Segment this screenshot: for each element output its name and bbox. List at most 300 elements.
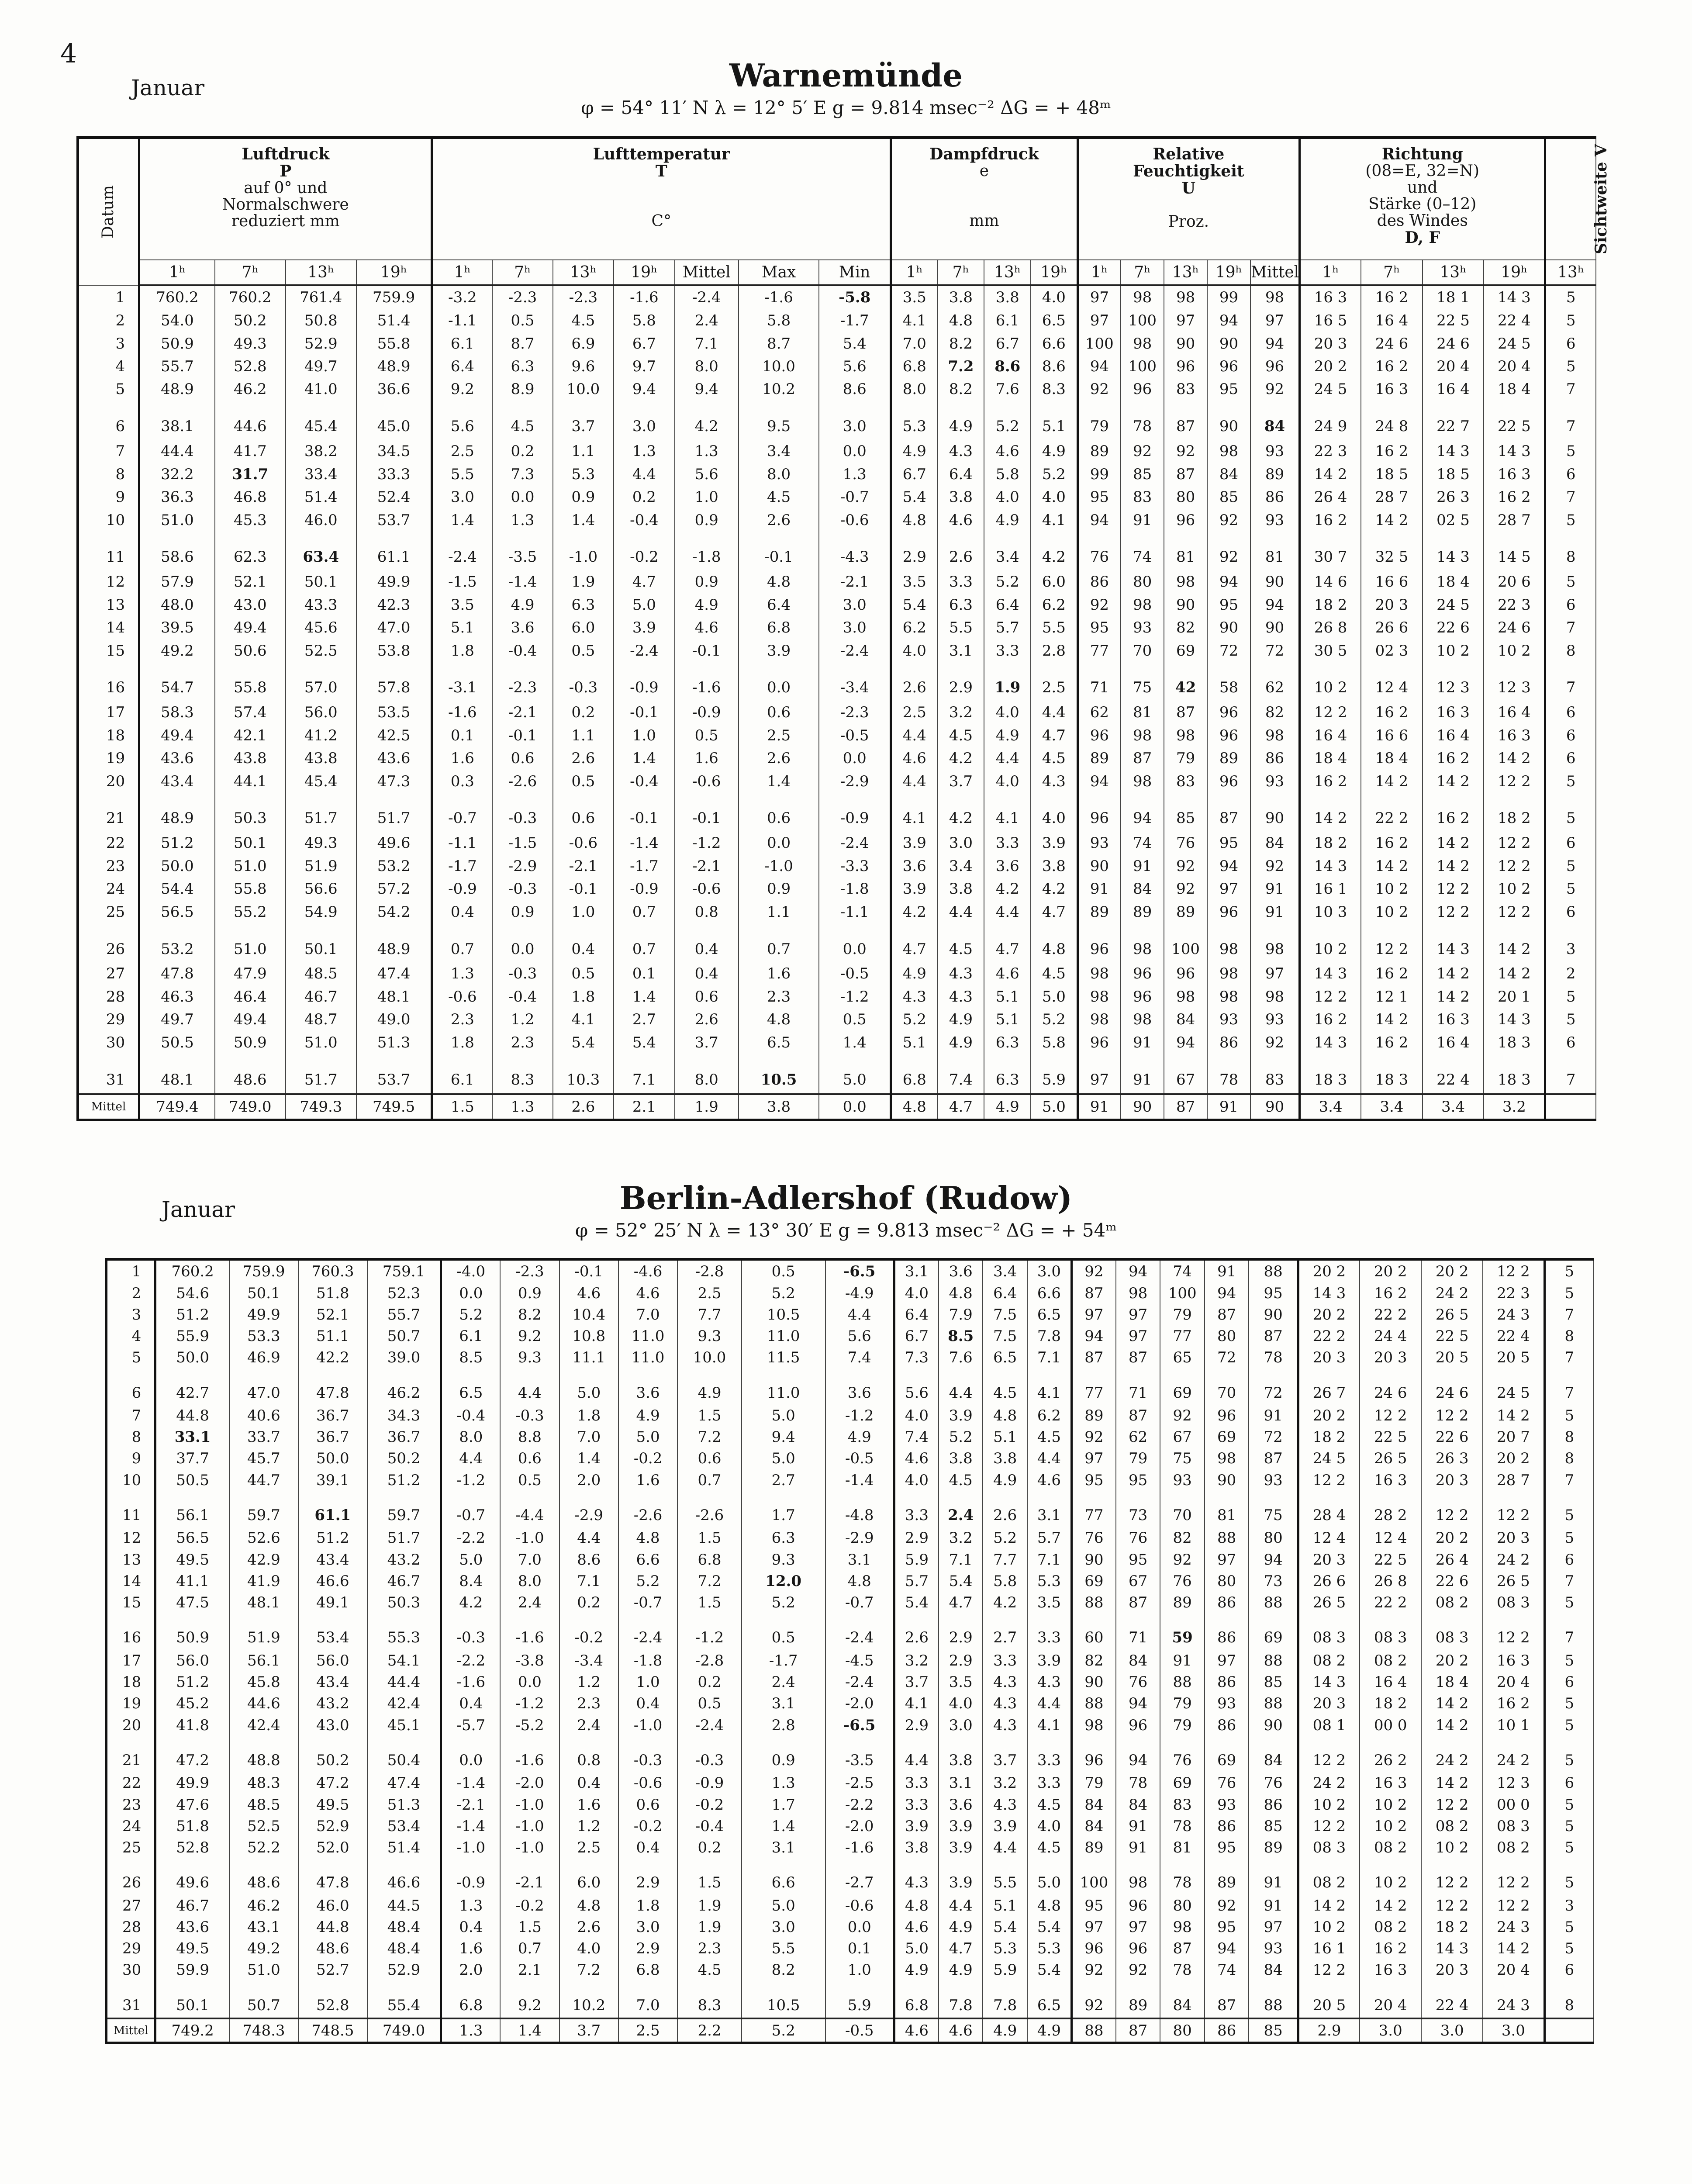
value-cell: 90	[1071, 1549, 1116, 1570]
value-cell: 85	[1121, 463, 1164, 485]
value-cell: -2.4	[825, 1672, 894, 1693]
value-cell: 80	[1205, 1570, 1249, 1592]
value-cell: 86	[1207, 1031, 1250, 1054]
value-cell: 8.3	[1031, 378, 1077, 401]
value-cell: 78	[1160, 1959, 1205, 1981]
value-cell: 93	[1250, 1008, 1300, 1031]
value-cell: 2.7	[614, 1008, 674, 1031]
value-cell: 20 1	[1484, 985, 1545, 1008]
value-cell: 16 3	[1360, 1469, 1421, 1491]
value-cell: 20 3	[1421, 1469, 1483, 1491]
value-cell: 52.0	[298, 1837, 367, 1858]
value-cell: 6	[1544, 1959, 1594, 1981]
value-cell: -2.0	[500, 1773, 559, 1794]
value-cell: 92	[1077, 378, 1121, 401]
value-cell: -1.7	[432, 855, 492, 878]
value-cell: 81	[1250, 532, 1300, 570]
mean-cell: 2.1	[614, 1094, 674, 1120]
value-cell: 54.4	[139, 878, 215, 900]
value-cell: -2.2	[441, 1527, 500, 1549]
value-cell: 3.9	[891, 832, 938, 854]
value-cell: 96	[1207, 724, 1250, 746]
value-cell: 49.7	[286, 355, 356, 378]
value-cell: 49.3	[286, 832, 356, 854]
value-cell: 4.2	[441, 1592, 500, 1613]
value-cell: 12 1	[1361, 985, 1423, 1008]
value-cell: 20 2	[1298, 1304, 1360, 1325]
value-cell: 14 2	[1423, 855, 1484, 878]
value-cell: 3.0	[819, 616, 891, 639]
observation-table-2	[105, 1258, 1594, 2044]
value-cell: -0.5	[819, 962, 891, 985]
value-cell: 52.6	[229, 1527, 298, 1549]
value-cell: 48.7	[286, 1008, 356, 1031]
value-cell: 0.5	[553, 770, 614, 792]
value-cell: 52.7	[298, 1959, 367, 1981]
value-cell: -2.4	[677, 1714, 742, 1736]
value-cell: 4.8	[983, 1405, 1027, 1426]
mean-cell: 1.3	[492, 1094, 552, 1120]
value-cell: 36.6	[356, 378, 432, 401]
value-cell: 6.2	[891, 616, 938, 639]
value-cell: 52.8	[155, 1837, 229, 1858]
column-header: 19ʰ	[614, 260, 674, 285]
value-cell: 2.9	[618, 1938, 677, 1959]
value-cell: 9.3	[500, 1347, 559, 1368]
value-cell: 97	[1116, 1304, 1160, 1325]
value-cell: 1.8	[432, 639, 492, 662]
value-cell: 5.1	[983, 1427, 1027, 1448]
value-cell: 20 5	[1421, 1347, 1483, 1368]
value-cell: 6.4	[432, 355, 492, 378]
value-cell: 77	[1071, 1491, 1116, 1527]
value-cell: 8	[1544, 1325, 1594, 1347]
value-cell: 97	[1116, 1325, 1160, 1347]
value-cell: 16 6	[1361, 724, 1423, 746]
value-cell: -0.7	[825, 1592, 894, 1613]
value-cell: 16 2	[1423, 747, 1484, 770]
value-cell: 49.2	[229, 1938, 298, 1959]
value-cell: 0.0	[819, 747, 891, 770]
value-cell: 86	[1205, 1592, 1249, 1613]
value-cell: 49.5	[298, 1794, 367, 1815]
value-cell: 56.0	[286, 701, 356, 724]
table-row	[78, 639, 1596, 662]
value-cell: 48.1	[356, 985, 432, 1008]
value-cell: 5.2	[618, 1570, 677, 1592]
value-cell: 48.9	[356, 923, 432, 962]
value-cell: 47.6	[155, 1794, 229, 1815]
value-cell: 77	[1077, 639, 1121, 662]
value-cell: -0.6	[432, 985, 492, 1008]
value-cell: 16 2	[1300, 770, 1361, 792]
table-row	[78, 532, 1596, 570]
value-cell: 3.4	[983, 1259, 1027, 1282]
value-cell: 2.3	[739, 985, 819, 1008]
value-cell: 7.1	[675, 332, 739, 355]
value-cell: 4.3	[983, 1693, 1027, 1714]
value-cell: 3.3	[937, 570, 984, 593]
value-cell: -0.7	[432, 793, 492, 832]
value-cell: 1.6	[675, 747, 739, 770]
value-cell: 5	[1545, 440, 1596, 463]
value-cell: 760.2	[155, 1259, 229, 1282]
value-cell: 2.5	[1031, 662, 1077, 701]
value-cell: 45.7	[229, 1448, 298, 1469]
value-cell: 9.4	[614, 378, 674, 401]
value-cell: 5.4	[891, 486, 938, 508]
value-cell: 55.9	[155, 1325, 229, 1347]
value-cell: 6	[1545, 832, 1596, 854]
value-cell: 45.4	[286, 401, 356, 440]
value-cell: 24 5	[1484, 332, 1545, 355]
value-cell: 50.0	[155, 1347, 229, 1368]
value-cell: 88	[1249, 1259, 1298, 1282]
value-cell: 4.5	[553, 309, 614, 332]
value-cell: 1.0	[825, 1959, 894, 1981]
value-cell: 10.8	[559, 1325, 618, 1347]
value-cell: 89	[1164, 900, 1207, 923]
value-cell: 47.2	[155, 1736, 229, 1773]
value-cell: 58.6	[139, 532, 215, 570]
value-cell: 1.7	[742, 1491, 825, 1527]
value-cell: 8.6	[819, 378, 891, 401]
table-row	[78, 401, 1596, 440]
value-cell: 8.0	[675, 1054, 739, 1094]
value-cell: 76	[1116, 1672, 1160, 1693]
value-cell: 5.4	[614, 1031, 674, 1054]
value-cell: 3.8	[937, 486, 984, 508]
value-cell: -1.2	[441, 1469, 500, 1491]
mean-cell: 87	[1164, 1094, 1207, 1120]
value-cell: 89	[1071, 1405, 1116, 1426]
value-cell: 2.5	[432, 440, 492, 463]
date-cell: 13	[106, 1549, 155, 1570]
value-cell: 26 7	[1298, 1368, 1360, 1405]
value-cell: 4.8	[939, 1282, 983, 1304]
value-cell: 78	[1116, 1773, 1160, 1794]
table-row	[78, 285, 1596, 309]
value-cell: 6.5	[1031, 309, 1077, 332]
value-cell: -0.5	[819, 724, 891, 746]
value-cell: 98	[1121, 332, 1164, 355]
value-cell: -4.4	[500, 1491, 559, 1527]
value-cell: 24 5	[1423, 593, 1484, 616]
value-cell: 24 2	[1298, 1773, 1360, 1794]
lufttemperatur-header: Lufttemperatur T C°	[432, 138, 891, 260]
value-cell: 9.2	[432, 378, 492, 401]
value-cell: 6.3	[937, 593, 984, 616]
value-cell: 88	[1160, 1672, 1205, 1693]
value-cell: 5.0	[894, 1938, 939, 1959]
value-cell: 98	[1250, 724, 1300, 746]
value-cell: 91	[1077, 878, 1121, 900]
value-cell: 44.7	[229, 1469, 298, 1491]
value-cell: 1.4	[553, 508, 614, 531]
value-cell: 4.6	[937, 508, 984, 531]
value-cell: 5	[1544, 1282, 1594, 1304]
value-cell: 4.4	[939, 1895, 983, 1916]
value-cell: 6.2	[1027, 1405, 1072, 1426]
value-cell: 92	[1250, 378, 1300, 401]
value-cell: 81	[1160, 1837, 1205, 1858]
value-cell: 08 2	[1421, 1592, 1483, 1613]
value-cell: 12 2	[1421, 1405, 1483, 1426]
value-cell: 22 2	[1298, 1325, 1360, 1347]
value-cell: 4.4	[825, 1304, 894, 1325]
value-cell: 8.9	[492, 378, 552, 401]
value-cell: 82	[1160, 1527, 1205, 1549]
value-cell: 9.3	[677, 1325, 742, 1347]
value-cell: 49.6	[155, 1859, 229, 1895]
value-cell: 3.3	[1027, 1736, 1072, 1773]
value-cell: 16 4	[1484, 701, 1545, 724]
value-cell: 74	[1205, 1959, 1249, 1981]
value-cell: 96	[1164, 355, 1207, 378]
value-cell: 4.9	[1031, 440, 1077, 463]
value-cell: 8.5	[939, 1325, 983, 1347]
station-title-2: Berlin-Adlershof (Rudow)	[619, 1179, 1073, 1216]
table-row	[78, 355, 1596, 378]
mean-cell: 88	[1071, 2018, 1116, 2043]
value-cell: 12 2	[1300, 985, 1361, 1008]
value-cell: 12 2	[1298, 1469, 1360, 1491]
page-number: 4	[60, 38, 77, 69]
value-cell: 4.4	[937, 900, 984, 923]
value-cell: 98	[1250, 285, 1300, 309]
value-cell: 08 3	[1360, 1614, 1421, 1650]
value-cell: 85	[1249, 1815, 1298, 1837]
value-cell: 5.3	[891, 401, 938, 440]
value-cell: 57.0	[286, 662, 356, 701]
value-cell: 14 2	[1298, 1895, 1360, 1916]
value-cell: 12 2	[1361, 923, 1423, 962]
value-cell: 4.3	[937, 962, 984, 985]
table-row	[106, 1347, 1594, 1368]
value-cell: 48.5	[229, 1794, 298, 1815]
value-cell: 5	[1545, 770, 1596, 792]
value-cell: 3.8	[984, 285, 1031, 309]
value-cell: 5	[1544, 1859, 1594, 1895]
value-cell: 8.0	[500, 1570, 559, 1592]
table-row	[78, 832, 1596, 854]
value-cell: 42.7	[155, 1368, 229, 1405]
value-cell: 7.5	[983, 1304, 1027, 1325]
value-cell: 1.3	[819, 463, 891, 485]
value-cell: 26 6	[1298, 1570, 1360, 1592]
value-cell: 2.9	[894, 1714, 939, 1736]
value-cell: 5.8	[984, 463, 1031, 485]
date-cell: 24	[78, 878, 139, 900]
value-cell: 4.0	[1031, 285, 1077, 309]
value-cell: 14 3	[1298, 1282, 1360, 1304]
value-cell: 50.1	[215, 832, 286, 854]
mean-cell: 80	[1160, 2018, 1205, 2043]
value-cell: 10.2	[739, 378, 819, 401]
value-cell: 48.5	[286, 962, 356, 985]
value-cell: 31.7	[215, 463, 286, 485]
value-cell: -2.4	[819, 832, 891, 854]
mean-cell: 3.0	[1421, 2018, 1483, 2043]
value-cell: 7.2	[677, 1570, 742, 1592]
value-cell: 43.4	[298, 1549, 367, 1570]
value-cell: -1.5	[432, 570, 492, 593]
value-cell: 91	[1250, 900, 1300, 923]
table-row	[106, 1448, 1594, 1469]
value-cell: -0.1	[675, 639, 739, 662]
value-cell: 42.1	[215, 724, 286, 746]
value-cell: 51.7	[286, 793, 356, 832]
value-cell: 60	[1071, 1614, 1116, 1650]
value-cell: 2.3	[492, 1031, 552, 1054]
value-cell: 0.0	[441, 1282, 500, 1304]
value-cell: 83	[1164, 770, 1207, 792]
value-cell: 1.0	[618, 1672, 677, 1693]
value-cell: 1.5	[677, 1527, 742, 1549]
value-cell: 89	[1207, 747, 1250, 770]
value-cell: 88	[1071, 1693, 1116, 1714]
value-cell: 7	[1544, 1570, 1594, 1592]
value-cell: 14 2	[1421, 1773, 1483, 1794]
table-row	[78, 616, 1596, 639]
value-cell: 1.6	[432, 747, 492, 770]
value-cell: 3.9	[739, 639, 819, 662]
value-cell: 0.7	[739, 923, 819, 962]
date-cell: 26	[78, 923, 139, 962]
value-cell: 6.7	[891, 463, 938, 485]
value-cell: 44.8	[298, 1916, 367, 1938]
value-cell: 26 2	[1360, 1736, 1421, 1773]
value-cell: 55.3	[367, 1614, 441, 1650]
value-cell: 4.7	[1031, 900, 1077, 923]
value-cell: 43.3	[286, 593, 356, 616]
value-cell: 62	[1250, 662, 1300, 701]
value-cell: 97	[1071, 1916, 1116, 1938]
date-cell: 15	[106, 1592, 155, 1613]
value-cell: 96	[1121, 962, 1164, 985]
table-row	[78, 309, 1596, 332]
value-cell: 96	[1250, 355, 1300, 378]
value-cell: 16 4	[1423, 1031, 1484, 1054]
value-cell: 54.9	[286, 900, 356, 923]
value-cell: 14 2	[1483, 1938, 1544, 1959]
value-cell: 14 3	[1423, 532, 1484, 570]
value-cell: -1.1	[819, 900, 891, 923]
value-cell: -2.1	[553, 855, 614, 878]
value-cell: 46.0	[286, 508, 356, 531]
value-cell: 18 2	[1300, 593, 1361, 616]
date-cell: 16	[106, 1614, 155, 1650]
value-cell: 18 3	[1484, 1054, 1545, 1094]
value-cell: 16 2	[1423, 793, 1484, 832]
value-cell: 5.8	[739, 309, 819, 332]
column-header: 13ʰ	[984, 260, 1031, 285]
station-title: Warnemünde	[729, 57, 963, 94]
value-cell: 53.4	[367, 1815, 441, 1837]
date-cell: 30	[78, 1031, 139, 1054]
value-cell: 4.6	[894, 1448, 939, 1469]
value-cell: 100	[1071, 1859, 1116, 1895]
value-cell: -4.0	[441, 1259, 500, 1282]
value-cell: 5.6	[825, 1325, 894, 1347]
value-cell: 52.8	[215, 355, 286, 378]
value-cell: 4.5	[983, 1368, 1027, 1405]
value-cell: 98	[1116, 1282, 1160, 1304]
value-cell: 5.0	[742, 1405, 825, 1426]
value-cell: 18 3	[1300, 1054, 1361, 1094]
value-cell: 51.8	[155, 1815, 229, 1837]
value-cell: -2.4	[675, 285, 739, 309]
value-cell: 69	[1249, 1614, 1298, 1650]
value-cell: 6.8	[677, 1549, 742, 1570]
value-cell: 98	[1121, 724, 1164, 746]
value-cell: 6	[1544, 1549, 1594, 1570]
value-cell: 1.8	[559, 1405, 618, 1426]
value-cell: 93	[1077, 832, 1121, 854]
value-cell: 08 2	[1483, 1837, 1544, 1858]
value-cell: 12 2	[1484, 900, 1545, 923]
value-cell: 49.9	[229, 1304, 298, 1325]
value-cell: 11.0	[618, 1347, 677, 1368]
value-cell: 3.9	[939, 1405, 983, 1426]
table-row	[106, 1736, 1594, 1773]
mean-cell: 3.4	[1423, 1094, 1484, 1120]
date-cell: 3	[106, 1304, 155, 1325]
column-header: 1ʰ	[432, 260, 492, 285]
value-cell: 34.5	[356, 440, 432, 463]
value-cell: 10 2	[1298, 1916, 1360, 1938]
value-cell: 5.3	[553, 463, 614, 485]
value-cell: 5	[1544, 1794, 1594, 1815]
value-cell: 90	[1207, 401, 1250, 440]
value-cell: 94	[1121, 793, 1164, 832]
value-cell: 5.2	[742, 1592, 825, 1613]
value-cell: 94	[1077, 355, 1121, 378]
value-cell: 32 5	[1361, 532, 1423, 570]
mean-cell: 749.0	[215, 1094, 286, 1120]
value-cell: 5.1	[1031, 401, 1077, 440]
value-cell: 3.9	[939, 1837, 983, 1858]
value-cell: 6.6	[618, 1549, 677, 1570]
value-cell: 100	[1077, 332, 1121, 355]
value-cell: 16 2	[1361, 701, 1423, 724]
value-cell: 53.2	[356, 855, 432, 878]
value-cell: 90	[1207, 616, 1250, 639]
value-cell: 2.7	[742, 1469, 825, 1491]
value-cell: 48.8	[229, 1736, 298, 1773]
value-cell: 92	[1205, 1895, 1249, 1916]
value-cell: 6.8	[739, 616, 819, 639]
value-cell: 86	[1205, 1815, 1249, 1837]
value-cell: 36.7	[298, 1427, 367, 1448]
value-cell: 6.5	[1027, 1304, 1072, 1325]
value-cell: 44.1	[215, 770, 286, 792]
value-cell: 16 3	[1484, 463, 1545, 485]
mean-cell: 4.8	[891, 1094, 938, 1120]
value-cell: 1.6	[739, 962, 819, 985]
value-cell: 73	[1116, 1491, 1160, 1527]
value-cell: 80	[1249, 1527, 1298, 1549]
value-cell: 7	[1544, 1614, 1594, 1650]
value-cell: 26 3	[1423, 486, 1484, 508]
value-cell: 14 3	[1423, 440, 1484, 463]
value-cell: 1.4	[739, 770, 819, 792]
value-cell: 10.5	[742, 1981, 825, 2018]
value-cell: -0.1	[492, 724, 552, 746]
value-cell: 51.1	[298, 1325, 367, 1347]
value-cell: 3.7	[937, 770, 984, 792]
value-cell: 45.6	[286, 616, 356, 639]
